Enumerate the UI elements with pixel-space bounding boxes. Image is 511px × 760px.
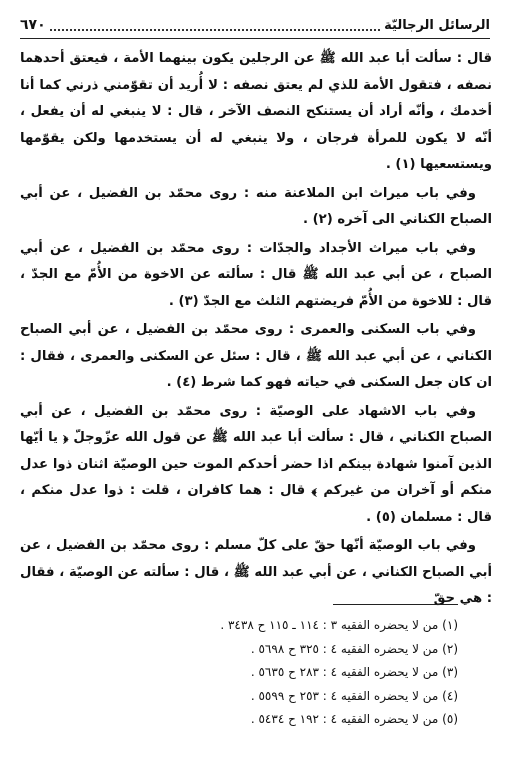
footnote: (٥) من لا يحضره الفقيه ٤ : ١٩٢ ح ٥٤٣٤ .	[250, 712, 458, 726]
paragraph: قال : سألت أبا عبد الله ﷺ عن الرجلين يكون بينهما الأمة ، فيعتق أحدهما نصفه ، فتقول الأمة للذي لم يعتق نصفه : لا أُريد أن تقوّمني ذرني كما أنا أخدمك ، وأنّه أراد أن يستنكح النصف الآخر ، قال : لا ينبغي له أن يفعل ، أنّه لا يكون للمرأة فرجان ، ولا ينبغي له أن يستخدمها ولكن يقوّمها ويستسعيها (١) .	[20, 51, 492, 172]
paragraph: وفي باب السكنى والعمرى : روى محمّد بن الفضيل ، عن أبي الصباح الكناني ، عن أبي عبد الله ﷺ ، قال : سئل عن السكنى والعمرى ، فقال : ان كان جعل السكنى في حياته فهو كما شرط (٤) .	[20, 322, 492, 390]
main-text	[20, 46, 492, 615]
paragraph: وفي باب الوصيّة أنّها حقّ على كلّ مسلم : روى محمّد بن الفضيل ، عن أبي الصباح الكناني ، عن أبي عبد الله ﷺ ، قال : سألته عن الوصيّة ، فقال : هي حقّ	[20, 538, 492, 606]
leader-dots	[50, 19, 381, 31]
running-header	[20, 14, 490, 36]
paragraph: وفي باب ميراث الأجداد والجدّات : روى محمّد بن الفضيل ، عن أبي الصباح ، عن أبي عبد الله ﷺ قال : سألته عن الاخوة من الأُمّ مع الجدّ ، قال : للاخوة من الأُمّ فريضتهم الثلث مع الجدّ (٣) .	[20, 240, 492, 309]
footnote: (٣) من لا يحضره الفقيه ٤ : ٢٨٣ ح ٥٦٣٥ .	[250, 665, 458, 679]
paragraph: وفي باب الاشهاد على الوصيّة : روى محمّد بن الفضيل ، عن أبي الصباح الكناني ، قال : سألت أبا عبد الله ﷺ عن قول الله عزّوجلّ ﴿ يا أيّها الذين آمنوا شهادة بينكم اذا حضر أحدكم الموت حين الوصيّة اثنان ذوا عدل منكم أو آخران من غيركم ﴾ قال : هما كافران ، قلت : ذوا عدل منكم ، قال : مسلمان (٥) .	[20, 403, 492, 525]
footnote-rule	[333, 604, 458, 605]
footnote: (٢) من لا يحضره الفقيه ٤ : ٣٢٥ ح ٥٦٩٨ .	[250, 641, 458, 656]
footnote: (٤) من لا يحضره الفقيه ٤ : ٢٥٣ ح ٥٥٩٩ .	[250, 688, 458, 703]
paragraph: وفي باب ميراث ابن الملاعنة منه : روى محمّد بن الفضيل ، عن أبي الصباح الكناني الى آخره (٢) .	[20, 185, 492, 227]
footnotes	[20, 614, 458, 732]
book-title: الرسائل الرجاليّة	[384, 17, 490, 33]
footnote: (١) من لا يحضره الفقيه ٣ : ١١٤ ـ ١١٥ ح ٣٤٣٨ .	[220, 618, 458, 632]
page-number: ٦٧٠	[20, 17, 46, 33]
header-rule	[20, 38, 490, 39]
